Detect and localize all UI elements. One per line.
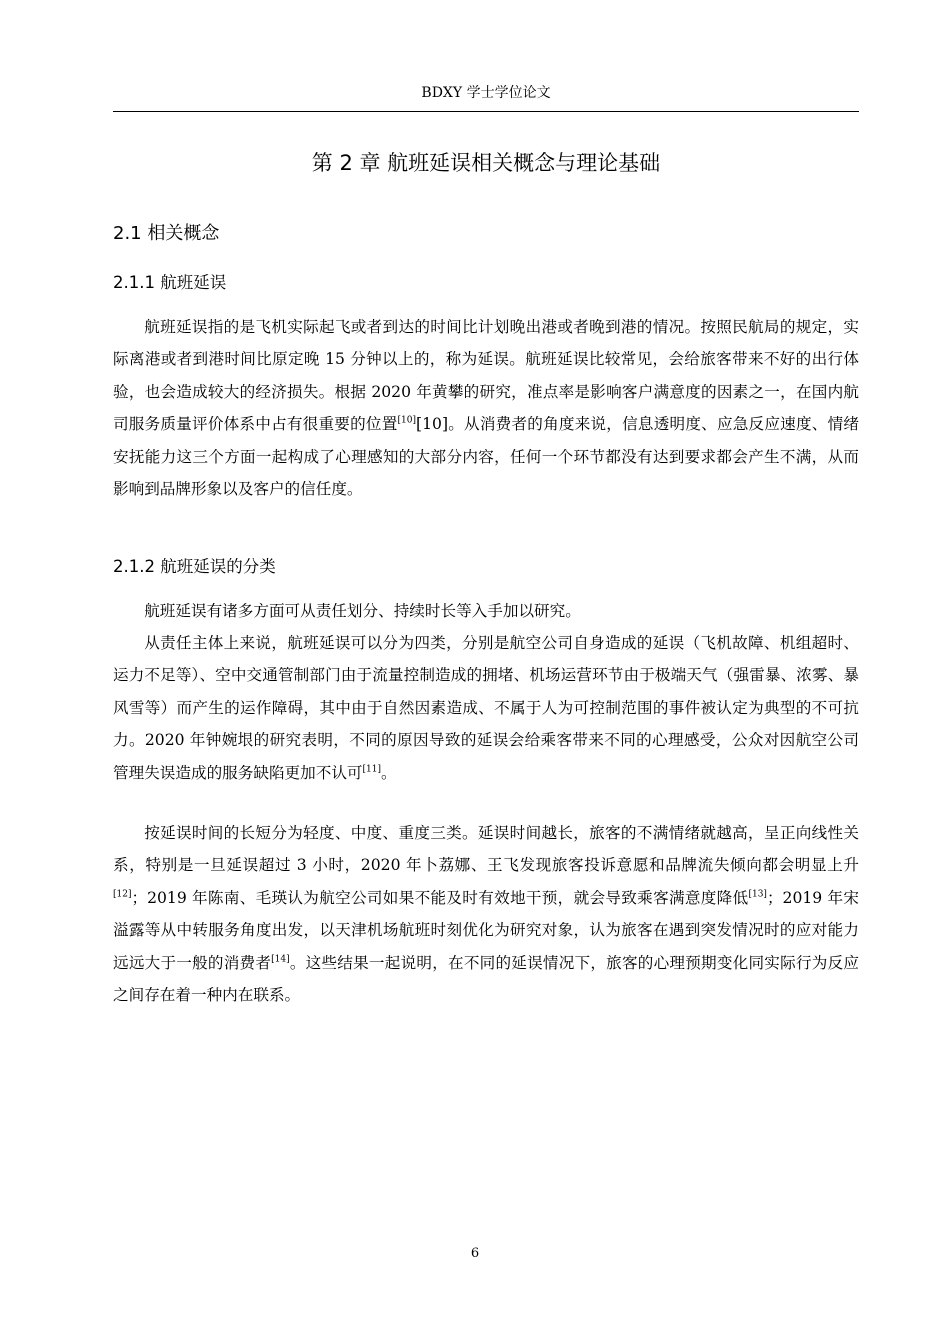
- paragraph-duration: [113, 817, 859, 1011]
- paragraph-text: ；2019 年宋溢露等从中转服务角度出发，以天津机场航班时刻优化为研究对象，认为旅客在遇到突发情况时的应对能力远远大于一般的消费者: [113, 888, 859, 972]
- citation-ref: [14]: [271, 954, 290, 965]
- subsection-title-delay-classification: 2.1.2 航班延误的分类: [113, 557, 276, 576]
- citation-ref: [11]: [362, 764, 381, 775]
- paragraph-definition: [113, 311, 859, 505]
- paragraph-text: 航班延误指的是飞机实际起飞或者到达的时间比计划晚出港或者晚到港的情况。按照民航局的规定，实际离港或者到港时间比原定晚 15 分钟以上的，称为延误。航班延误比较常见，会给旅客带来不好的出行体验，也会造成较大的经济损失。根据 2020 年黄攀的研究，准点率是影响客户满意度的因素之一，在国内航司服务质量评价体系中占有很重要的位置: [113, 318, 859, 434]
- paragraph-text: 按延误时间的长短分为轻度、中度、重度三类。延误时间越长，旅客的不满情绪就越高，呈正向线性关系，特别是一旦延误超过 3 小时，2020 年卜荔娜、王飞发现旅客投诉意愿和品牌流失倾向都会明显上升: [113, 824, 859, 875]
- paragraph-intro: 航班延误有诸多方面可从责任划分、持续时长等入手加以研究。: [144, 602, 581, 620]
- section-title: 2.1 相关概念: [113, 223, 220, 244]
- chapter-title: 第 2 章 航班延误相关概念与理论基础: [311, 151, 661, 175]
- paragraph-text: [10]。从消费者的角度来说，信息透明度、应急反应速度、情绪安抚能力这三个方面一起构成了心理感知的大部分内容，任何一个环节都没有达到要求都会产生不满，从而影响到品牌形象以及客户的信任度。: [113, 415, 859, 499]
- citation-ref: [10]: [397, 415, 417, 426]
- citation-ref: [12]: [113, 889, 132, 900]
- header-rule: [113, 111, 859, 112]
- paragraph-text: 从责任主体上来说，航班延误可以分为四类，分别是航空公司自身造成的延误（飞机故障、机组超时、运力不足等）、空中交通管制部门由于流量控制造成的拥堵、机场运营环节由于极端天气（强雷暴、浓雾、暴风雪等）而产生的运作障碍，其中由于自然因素造成、不属于人为可控制范围的事件被认定为典型的不可抗力。2020 年钟婉垠的研究表明，不同的原因导致的延误会给乘客带来不同的心理感受，公众对因航空公司管理失误造成的服务缺陷更加不认可: [113, 634, 859, 782]
- page-number: 6: [470, 1246, 480, 1261]
- citation-ref: [13]: [748, 889, 767, 900]
- paragraph-text: ；2019 年陈南、毛瑛认为航空公司如果不能及时有效地干预，就会导致乘客满意度降低: [131, 888, 749, 907]
- paragraph-text: 。这些结果一起说明，在不同的延误情况下，旅客的心理预期变化同实际行为反应之间存在着一种内在联系。: [113, 953, 859, 1005]
- subsection-title-flight-delay: 2.1.1 航班延误: [113, 273, 227, 292]
- running-header: BDXY 学士学位论文: [421, 85, 551, 101]
- paragraph-text: 。: [381, 763, 397, 782]
- paragraph-responsibility: [113, 627, 859, 789]
